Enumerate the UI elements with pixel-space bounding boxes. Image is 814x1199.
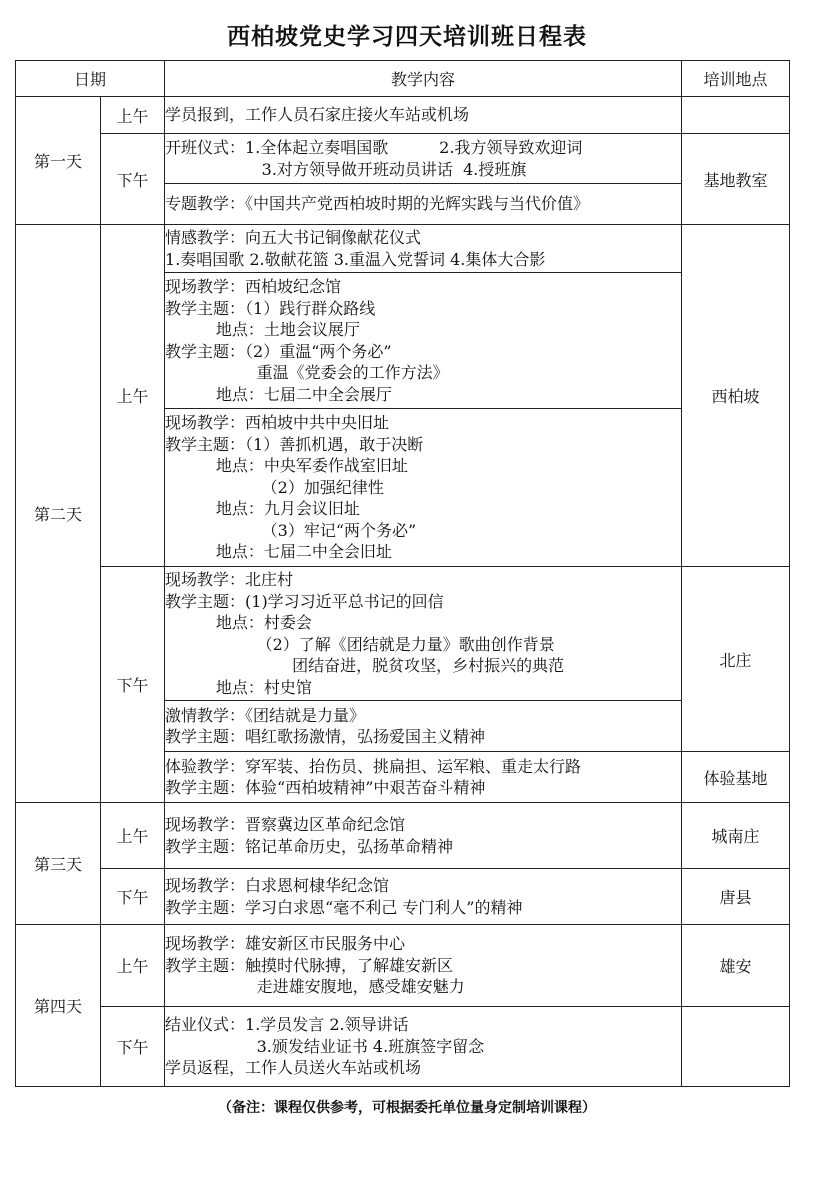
location-cell: 西柏坡 <box>682 225 790 567</box>
content-cell: 现场教学：北庄村 教学主题：(1)学习习近平总书记的回信 地点：村委会 （2）了解《团结就是力量》歌曲创作背景 团结奋进，脱贫攻坚，乡村振兴的典范 地点：村史馆 <box>165 567 682 701</box>
half-day-cell: 上午 <box>101 925 165 1007</box>
half-day-cell: 上午 <box>101 803 165 869</box>
half-day-cell: 下午 <box>101 1007 165 1087</box>
schedule-table <box>15 60 790 1087</box>
location-cell: 唐县 <box>682 869 790 925</box>
location-cell-empty <box>682 97 790 134</box>
header-location: 培训地点 <box>682 61 790 97</box>
header-date: 日期 <box>16 61 165 97</box>
table-row <box>16 803 790 869</box>
content-cell: 现场教学：西柏坡中共中央旧址 教学主题：（1）善抓机遇，敢于决断 地点：中央军委作战室旧址 （2）加强纪律性 地点：九月会议旧址 （3）牢记“两个务必” 地点：七届二中全会旧址 <box>165 409 682 567</box>
location-cell: 北庄 <box>682 567 790 752</box>
location-cell: 基地教室 <box>682 134 790 225</box>
table-row <box>16 225 790 273</box>
location-cell: 体验基地 <box>682 752 790 803</box>
content-cell: 结业仪式：1.学员发言 2.领导讲话 3.颁发结业证书 4.班旗签字留念 学员返程，工作人员送火车站或机场 <box>165 1007 682 1087</box>
table-row <box>16 567 790 701</box>
half-day-cell: 上午 <box>101 97 165 134</box>
day-cell: 第一天 <box>16 97 101 225</box>
table-header-row <box>16 61 790 97</box>
content-cell: 现场教学：西柏坡纪念馆 教学主题：（1）践行群众路线 地点：土地会议展厅 教学主题：（2）重温“两个务必” 重温《党委会的工作方法》 地点：七届二中全会展厅 <box>165 273 682 409</box>
location-cell-empty <box>682 1007 790 1087</box>
content-cell: 专题教学：《中国共产党西柏坡时期的光辉实践与当代价值》 <box>165 184 682 225</box>
table-row <box>16 97 790 134</box>
content-cell: 开班仪式：1.全体起立奏唱国歌 2.我方领导致欢迎词 3.对方领导做开班动员讲话 4.授班旗 <box>165 134 682 184</box>
location-cell: 城南庄 <box>682 803 790 869</box>
day-cell: 第四天 <box>16 925 101 1087</box>
day-cell: 第二天 <box>16 225 101 803</box>
content-cell: 激情教学：《团结就是力量》 教学主题：唱红歌扬激情，弘扬爱国主义精神 <box>165 701 682 752</box>
half-day-cell: 下午 <box>101 134 165 225</box>
table-row <box>16 925 790 1007</box>
table-row <box>16 1007 790 1087</box>
table-row <box>16 869 790 925</box>
footnote: （备注：课程仅供参考，可根据委托单位量身定制培训课程） <box>218 1100 596 1116</box>
half-day-cell: 上午 <box>101 225 165 567</box>
half-day-cell: 下午 <box>101 567 165 803</box>
content-cell: 情感教学：向五大书记铜像献花仪式 1.奏唱国歌 2.敬献花篮 3.重温入党誓词 4.集体大合影 <box>165 225 682 273</box>
header-content: 教学内容 <box>165 61 682 97</box>
page-title: 西柏坡党史学习四天培训班日程表 <box>227 24 587 50</box>
content-cell: 体验教学：穿军装、抬伤员、挑扁担、运军粮、重走太行路 教学主题：体验“西柏坡精神”中艰苦奋斗精神 <box>165 752 682 803</box>
content-cell: 学员报到，工作人员石家庄接火车站或机场 <box>165 97 682 134</box>
table-row <box>16 134 790 184</box>
location-cell: 雄安 <box>682 925 790 1007</box>
content-cell: 现场教学：白求恩柯棣华纪念馆 教学主题：学习白求恩“毫不利己 专门利人”的精神 <box>165 869 682 925</box>
content-cell: 现场教学：晋察冀边区革命纪念馆 教学主题：铭记革命历史，弘扬革命精神 <box>165 803 682 869</box>
day-cell: 第三天 <box>16 803 101 925</box>
content-cell: 现场教学：雄安新区市民服务中心 教学主题：触摸时代脉搏，了解雄安新区 走进雄安腹地，感受雄安魅力 <box>165 925 682 1007</box>
half-day-cell: 下午 <box>101 869 165 925</box>
